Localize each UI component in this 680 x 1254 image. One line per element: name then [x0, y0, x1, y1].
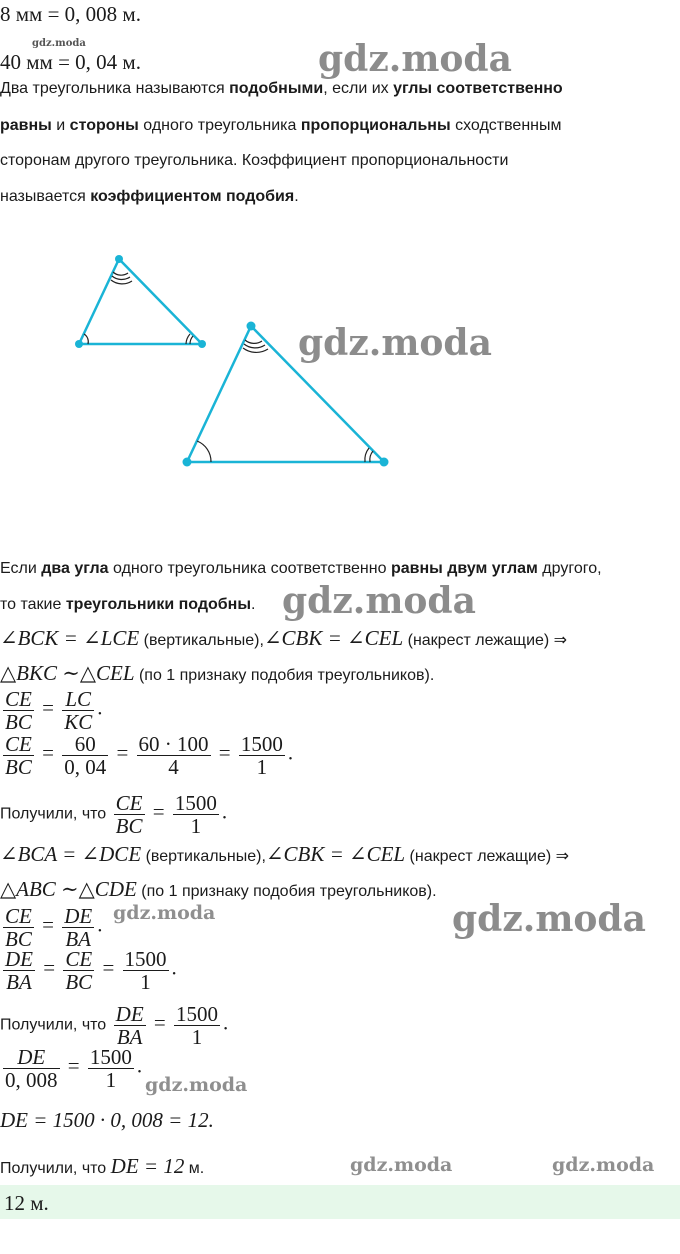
definition-line-4: называется коэффициентом подобия. — [0, 188, 299, 205]
watermark: gdz.moda — [350, 1154, 453, 1176]
rule-line-2: то такие треугольники подобны. — [0, 596, 256, 613]
line-8mm: 8 мм = 0, 008 м. — [0, 2, 141, 26]
watermark-small: gdz.moda — [32, 38, 86, 49]
line-40mm: 40 мм = 0, 04 м. — [0, 50, 141, 74]
fraction-line-1: $\frac{CE}{BC}$ = $\frac{LC}{KC}$ . — [5, 687, 103, 734]
similarity-line-1: △BKC ∼△CEL (по 1 признаку подобия треугольников). — [0, 661, 435, 685]
watermark: gdz.moda — [282, 580, 476, 622]
fraction-line-4: $\frac{DE}{BA}$ = $\frac{CE}{BC}$ = $\frac{1500}{1}$ . — [5, 947, 177, 994]
definition-line-2: равны и стороны одного треугольника пропорциональны сходственным — [0, 117, 562, 134]
definition-line-3: сторонам другого треугольника. Коэффициент пропорциональности — [0, 152, 509, 169]
watermark: gdz.moda — [552, 1154, 655, 1176]
rule-line-1: Если два угла одного треугольника соответственно равны двум углам другого, — [0, 560, 602, 577]
similarity-line-2: △ABC ∼△CDE (по 1 признаку подобия треугольников). — [0, 877, 437, 901]
result-line-1: Получили, что $\frac{CE}{BC}$ = $\frac{1500}{1}$ . — [0, 791, 228, 838]
watermark: gdz.moda — [452, 898, 646, 940]
definition-line-1: Два треугольника называются подобными, если их углы соответственно — [0, 80, 563, 97]
watermark: gdz.moda — [298, 322, 492, 364]
result-line-2: Получили, что $\frac{DE}{BA}$ = $\frac{1500}{1}$ . — [0, 1002, 229, 1049]
calculation-line: DE = 1500 · 0, 008 = 12. — [0, 1108, 214, 1132]
angles-line-2: ∠BCA = ∠DCE (вертикальные),∠CBK = ∠CEL (накрест лежащие) ⇒ — [0, 842, 570, 866]
answer-text: 12 м. — [4, 1191, 49, 1215]
fraction-line-5: $\frac{DE}{0, 008}$ = $\frac{1500}{1}$ . — [5, 1045, 143, 1092]
small-triangle — [79, 259, 202, 344]
small-triangle-vertices — [75, 255, 206, 348]
fraction-line-2: $\frac{CE}{BC}$ = $\frac{60}{0, 04}$ = $\frac{60 \cdot 100}{4}$ = $\frac{1500}{1}$ . — [5, 732, 294, 779]
watermark: gdz.moda — [113, 902, 216, 924]
angles-line-1: ∠BCK = ∠LCE (вертикальные),∠CBK = ∠CEL (накрест лежащие) ⇒ — [0, 626, 568, 650]
fraction-line-3: $\frac{CE}{BC}$ = $\frac{DE}{BA}$ . — [5, 904, 103, 951]
watermark: gdz.moda — [318, 38, 512, 80]
answer-box — [0, 1185, 680, 1219]
result-line-3: Получили, что DE = 12 м. — [0, 1154, 205, 1178]
watermark: gdz.moda — [145, 1074, 248, 1096]
